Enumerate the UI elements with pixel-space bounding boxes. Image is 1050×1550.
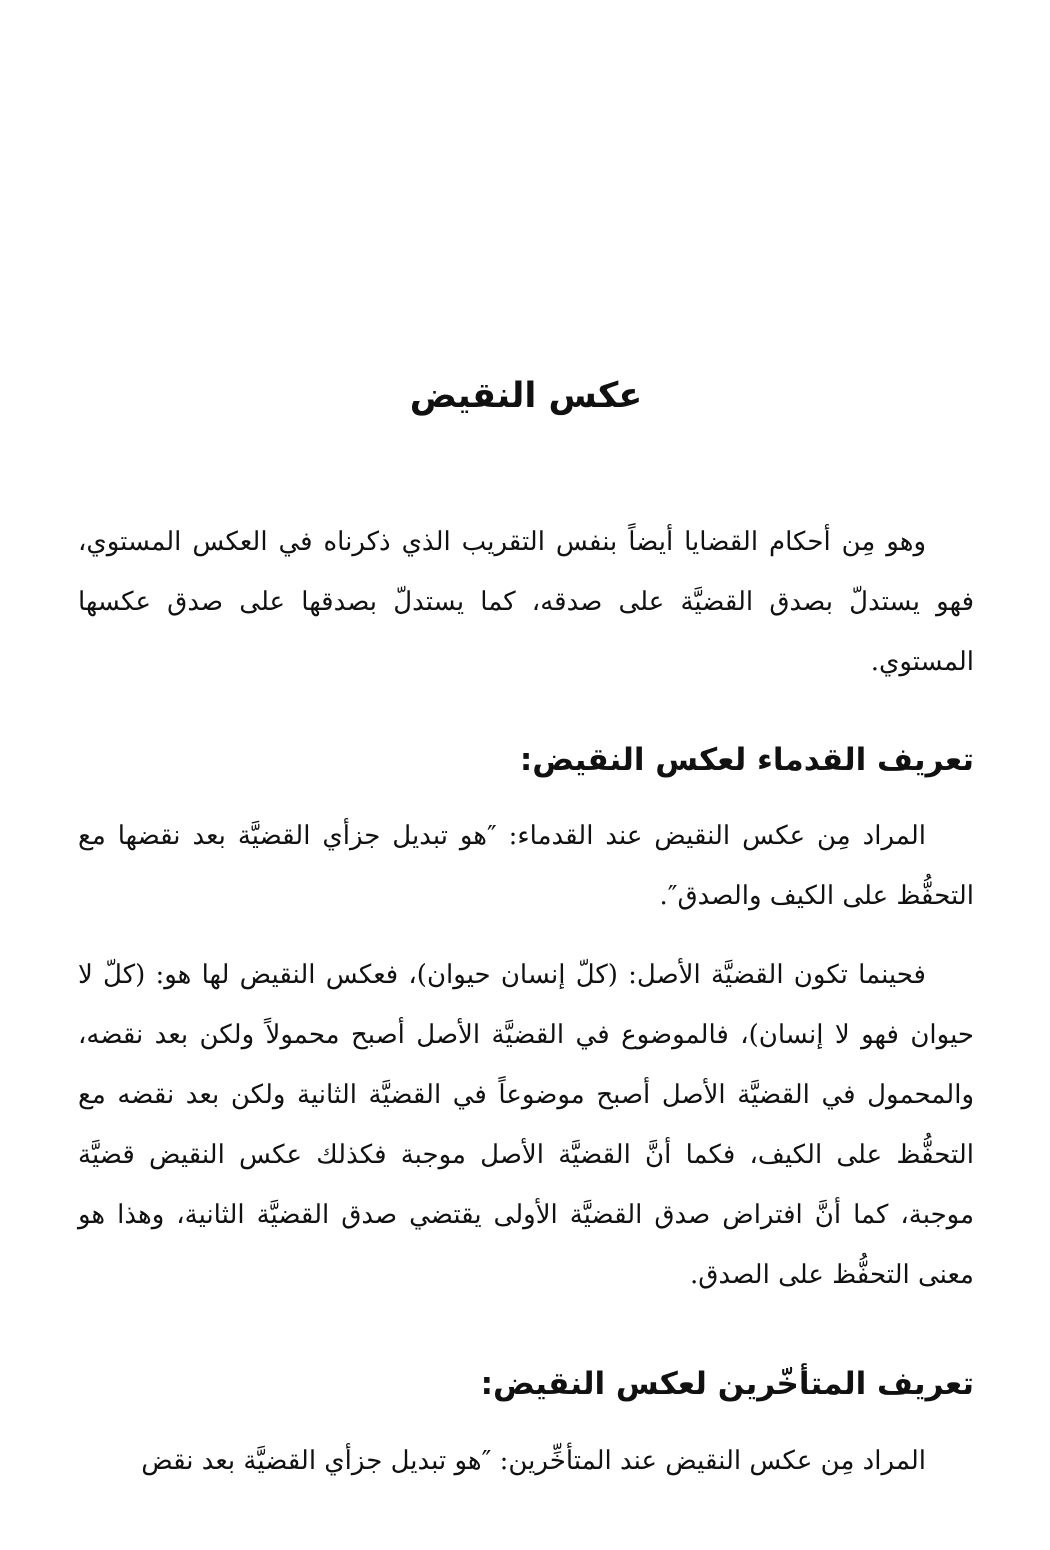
page-title: عكس النقيض (409, 376, 643, 416)
intro-paragraph: وهو مِن أحكام القضايا أيضاً بنفس التقريب الذي ذكرناه في العكس المستوي، فهو يستدلّ بصدق القضيَّة على صدقه، كما يستدلّ بصدقها على صدق عكسها المستوي. (78, 527, 974, 677)
ancients-definition-paragraph: المراد مِن عكس النقيض عند القدماء: ″هو تبديل جزأي القضيَّة بعد نقضها مع التحفُّظ على الكيف والصدق″. (78, 821, 974, 911)
example-paragraph: فحينما تكون القضيَّة الأصل: (كلّ إنسان حيوان)، فعكس النقيض لها هو: (كلّ لا حيوان فهو لا إنسان)، فالموضوع في القضيَّة الأصل أصبح محمولاً ولكن بعد نقضه، والمحمول في القضيَّة الأصل أصبح موضوعاً في القضيَّة الثانية ولكن بعد نقضه مع التحفُّظ على الكيف، فكما أنَّ القضيَّة الأصل موجبة فكذلك عكس النقيض قضيَّة موجبة، كما أنَّ افتراض صدق القضيَّة الأولى يقتضي صدق القضيَّة الثانية، وهذا هو معنى التحفُّظ على الصدق. (78, 960, 975, 1290)
section-heading-later-scholars: تعريف المتأخّرين لعكس النقيض: (480, 1366, 974, 1402)
later-scholars-definition-paragraph: المراد مِن عكس النقيض عند المتأخِّرين: ″هو تبديل جزأي القضيَّة بعد نقض (141, 1446, 926, 1476)
section-heading-ancients: تعريف القدماء لعكس النقيض: (519, 742, 974, 778)
document-page (78, 0, 974, 1550)
